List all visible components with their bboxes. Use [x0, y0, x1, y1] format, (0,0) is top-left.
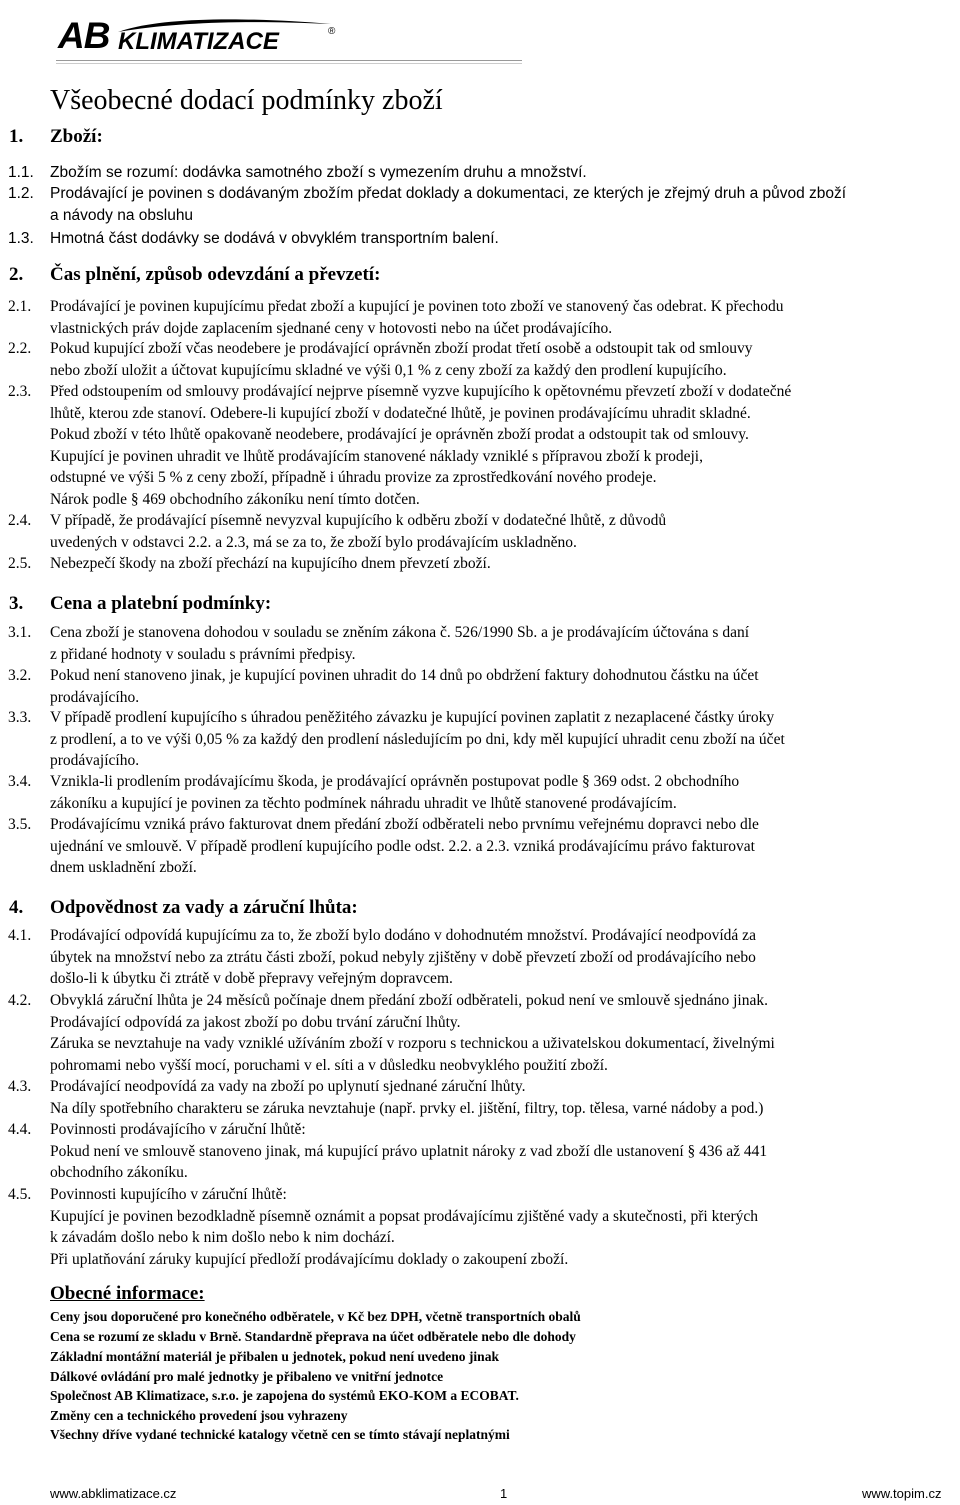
clause-line: pohromami nebo vyšší mocí, poruchami v el. síti a v důsledku neobvyklého použití zboží. [50, 1056, 608, 1074]
clause-number: 4.1. [8, 927, 32, 944]
clause-line: Prodávající neodpovídá za vady na zboží po uplynutí sjednané záruční lhůty. [50, 1078, 526, 1095]
page-number: 1 [500, 1486, 508, 1501]
clause-line: lhůtě, kterou zde stanoví. Odebere-li kupující zboží v dodatečné lhůtě, je povinen prodávajícímu uhradit skladné. [50, 404, 751, 422]
clause-number: 4.4. [8, 1121, 32, 1138]
general-info-line: Změny cen a technického provedení jsou vyhrazeny [50, 1408, 348, 1423]
general-info-line: Cena se rozumí ze skladu v Brně. Standardně přeprava na účet odběratele nebo dle dohody [50, 1329, 576, 1344]
clause-line: uvedených v odstavci 2.2. a 2.3, má se za to, že zboží bylo prodávajícím uskladněno. [50, 533, 577, 551]
clause-line: V případě prodlení kupujícího s úhradou peněžitého závazku je kupující povinen zaplatit z nezaplacené částky úroky [50, 709, 775, 726]
clause-line: Záruka se nevztahuje na vady vzniklé užíváním zboží v rozporu s technickou a uživatelskou dokumentací, živelnými [50, 1035, 775, 1052]
clause-number: 3.4. [8, 773, 32, 790]
clause-number: 1.3. [8, 230, 34, 247]
clause-number: 2.4. [8, 512, 32, 529]
clause-line: a návody na obsluhu [50, 206, 194, 224]
clause-line: vlastnických práv dojde zaplacením sjednané ceny v hotovosti nebo na účet prodávajícího. [50, 319, 613, 337]
clause-number: 2.2. [8, 340, 32, 357]
general-info-line: Základní montážní materiál je přibalen u jednotek, pokud není uvedeno jinak [50, 1349, 499, 1364]
clause-line: V případě, že prodávající písemně nevyzval kupujícího k odběru zboží v dodatečné lhůtě, z důvodů [50, 512, 667, 529]
logo-klimatizace: KLIMATIZACE [118, 28, 279, 55]
clause-line: Pokud není stanoveno jinak, je kupující povinen uhradit do 14 dnů po obdržení faktury dohodnutou částku na účet [50, 667, 759, 684]
clause-line: Pokud kupující zboží včas neodebere je prodávající oprávněn zboží prodat třetí osobě a odstoupit tak od smlouvy [50, 340, 753, 357]
clause-line: Prodávající odpovídá za jakost zboží po dobu trvání záruční lhůty. [50, 1013, 461, 1031]
clause-line: Na díly spotřebního charakteru se záruka nevztahuje (např. prvky el. jištění, filtry, top. tělesa, varné nádoby a pod.) [50, 1099, 764, 1117]
clause-line: prodávajícího. [50, 688, 140, 706]
clause-line: Cena zboží je stanovena dohodou v souladu se zněním zákona č. 526/1990 Sb. a je prodávajícím účtována s daní [50, 624, 750, 641]
clause-line: z přidané hodnoty v souladu s právními předpisy. [50, 645, 356, 663]
clause-line: Zbožím se rozumí: dodávka samotného zboží s vymezením druhu a množství. [50, 164, 587, 181]
clause-line: odstupné ve výši 5 % z ceny zboží, případně i úhradu provize za zprostředkování nového prodeje. [50, 469, 657, 486]
clause-number: 4.3. [8, 1078, 32, 1095]
document-title: Všeobecné dodací podmínky zboží [50, 85, 443, 116]
clause-number: 3.1. [8, 624, 32, 641]
logo-registered-mark: ® [328, 26, 336, 37]
section-number: 1. [9, 126, 24, 147]
clause-line: Prodávající je povinen kupujícímu předat zboží a kupující je povinen toto zboží ve stanovený čas odebrat. K přechodu [50, 298, 784, 315]
clause-number: 1.2. [8, 185, 34, 202]
section-number: 3. [9, 593, 24, 614]
clause-line: Povinnosti kupujícího v záruční lhůtě: [50, 1186, 287, 1203]
clause-line: prodávajícího. [50, 752, 140, 769]
general-info-line: Dálkové ovládání pro malé jednotky je přibaleno ve vnitřní jednotce [50, 1369, 444, 1384]
general-info-line: Všechny dříve vydané technické katalogy včetně cen se tímto stávají neplatnými [50, 1427, 510, 1442]
clause-line: nebo zboží uložit a účtovat kupujícímu skladné ve výši 0,1 % z ceny zboží za každý den prodlení kupujícího. [50, 361, 727, 379]
clause-line: Před odstoupením od smlouvy prodávající nejprve písemně vyzve kupujícího k opětovnému převzetí zboží v dodatečné [50, 383, 792, 400]
clause-line: Prodávající odpovídá kupujícímu za to, že zboží bylo dodáno v dohodnutém množství. Prodávající neodpovídá za [50, 927, 756, 944]
logo-ab: AB [58, 15, 110, 56]
clause-number: 2.1. [8, 298, 32, 315]
clause-line: Pokud není ve smlouvě stanoveno jinak, má kupující právo uplatnit nároky z vad zboží dle ustanovení § 436 až 441 [50, 1142, 768, 1160]
clause-line: Prodávající je povinen s dodávaným zbožím předat doklady a dokumentaci, ze kterých je zřejmý druh a původ zboží [50, 185, 847, 202]
clause-line: Povinnosti prodávajícího v záruční lhůtě: [50, 1121, 306, 1138]
clause-number: 3.3. [8, 709, 32, 726]
clause-number: 4.2. [8, 992, 32, 1009]
clause-line: Prodávajícímu vzniká právo fakturovat dnem předání zboží odběrateli nebo prvnímu veřejnému dopravci nebo dle [50, 816, 759, 833]
general-info-title: Obecné informace: [50, 1283, 205, 1304]
section-number: 2. [9, 264, 24, 285]
clause-line: zákoníku a kupující je povinen za těchto podmínek náhradu uhradit ve lhůtě stanovené prodávajícím. [50, 794, 677, 812]
clause-line: Kupující je povinen uhradit ve lhůtě prodávajícím stanovené náklady vzniklé s přípravou zboží k prodeji, [50, 447, 703, 465]
section-title: Odpovědnost za vady a záruční lhůta: [50, 897, 358, 918]
clause-line: Pokud zboží v této lhůtě opakovaně neodebere, prodávající je oprávněn zboží prodat a odstoupit tak od smlouvy. [50, 426, 749, 443]
clause-line: ujednání ve smlouvě. V případě prodlení kupujícího podle odst. 2.2. a 2.3. vzniká prodávajícímu právo fakturovat [50, 837, 755, 855]
clause-line: k závadám došlo nebo k nim došlo nebo k nim dochází. [50, 1229, 395, 1246]
clause-line: úbytek na množství nebo za ztrátu části zboží, pokud nebyly zjištěny v době převzetí zboží od prodávajícího nebo [50, 948, 756, 966]
clause-line: Obvyklá záruční lhůta je 24 měsíců počínaje dnem předání zboží odběrateli, pokud není ve smlouvě sjednáno jinak. [50, 992, 768, 1009]
clause-line: Nebezpečí škody na zboží přechází na kupujícího dnem převzetí zboží. [50, 555, 491, 572]
clause-number: 3.2. [8, 667, 32, 684]
clause-line: Vznikla-li prodlením prodávajícímu škoda, je prodávající oprávněn postupovat podle § 369 odst. 2 obchodního [50, 773, 740, 790]
header-divider-secondary [56, 63, 522, 64]
clause-line: dnem uskladnění zboží. [50, 859, 197, 876]
clause-line: došlo-li k úbytku či ztrátě v době přepravy veřejným dopravcem. [50, 970, 453, 987]
section-number: 4. [9, 897, 24, 918]
clause-line: obchodního zákoníku. [50, 1164, 188, 1181]
company-logo [58, 8, 358, 58]
section-title: Cena a platební podmínky: [50, 593, 272, 614]
clause-number: 1.1. [8, 164, 34, 181]
clause-line: Kupující je povinen bezodkladně písemně oznámit a popsat prodávajícímu zjištěné vady a skutečnosti, při kterých [50, 1207, 759, 1225]
clause-number: 2.3. [8, 383, 32, 400]
clause-number: 2.5. [8, 555, 32, 572]
section-title: Čas plnění, způsob odevzdání a převzetí: [50, 264, 381, 285]
clause-line: Při uplatňování záruky kupující předloží prodávajícímu doklady o zakoupení zboží. [50, 1250, 569, 1268]
footer-link-abklimatizace[interactable]: www.abklimatizace.cz [50, 1486, 177, 1501]
footer-link-topim[interactable]: www.topim.cz [862, 1486, 942, 1501]
clause-line: z prodlení, a to ve výši 0,05 % za každý den prodlení následujícím po dni, kdy měl kupující uhradit cenu zboží na účet [50, 730, 785, 748]
clause-number: 3.5. [8, 816, 32, 833]
clause-number: 4.5. [8, 1186, 32, 1203]
section-title: Zboží: [50, 126, 103, 147]
header-divider [56, 60, 522, 61]
clause-line: Nárok podle § 469 obchodního zákoníku není tímto dotčen. [50, 490, 420, 508]
clause-line: Hmotná část dodávky se dodává v obvyklém transportním balení. [50, 230, 499, 247]
general-info-line: Ceny jsou doporučené pro konečného odběratele, v Kč bez DPH, včetně transportních obalů [50, 1309, 581, 1324]
general-info-line: Společnost AB Klimatizace, s.r.o. je zapojena do systémů EKO-KOM a ECOBAT. [50, 1388, 519, 1403]
